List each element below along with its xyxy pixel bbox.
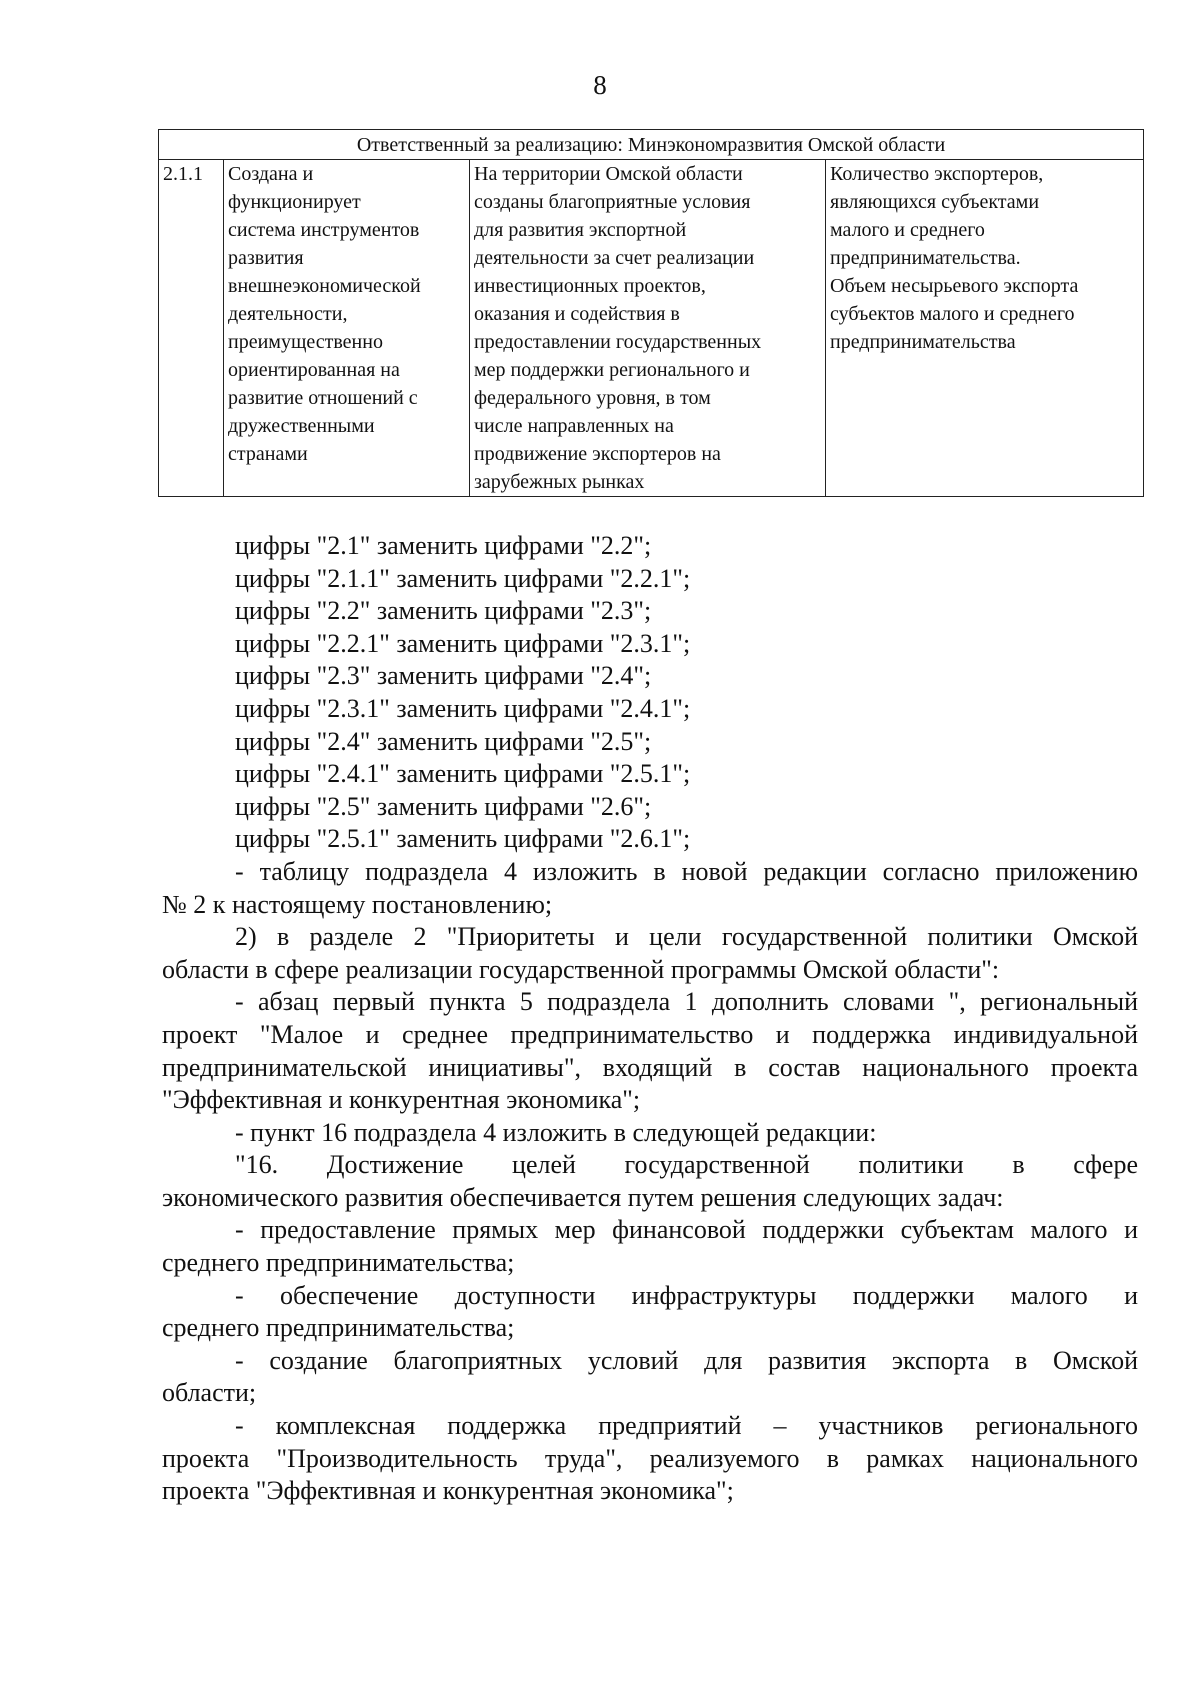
cell-line: предпринимательства xyxy=(830,331,1016,353)
text-line: области; xyxy=(162,1378,257,1408)
text-line: среднего предпринимательства; xyxy=(162,1313,515,1343)
cell-line: созданы благоприятные условия xyxy=(474,191,751,213)
cell-line: внешнеэкономической xyxy=(228,275,421,297)
text-line: "Эффективная и конкурентная экономика"; xyxy=(162,1085,641,1115)
indicator-cell xyxy=(826,160,1144,497)
cell-line: зарубежных рынках xyxy=(474,471,645,493)
text-line: - комплексная поддержка предприятий – участников регионального xyxy=(235,1411,1138,1441)
text-line: - пункт 16 подраздела 4 изложить в следующей редакции: xyxy=(235,1117,877,1147)
cell-line: мер поддержки регионального и xyxy=(474,359,750,381)
cell-line: дружественными xyxy=(228,415,375,437)
cell-line: функционирует xyxy=(228,191,361,213)
cell-line: для развития экспортной xyxy=(474,219,687,241)
text-line: проект "Малое и среднее предпринимательство и поддержка индивидуальной xyxy=(162,1019,1138,1049)
text-line: "16. Достижение целей государственной политики в сфере xyxy=(235,1150,1138,1180)
text-line: - таблицу подраздела 4 изложить в новой редакции согласно приложению xyxy=(235,856,1138,886)
text-line: экономического развития обеспечивается путем решения следующих задач: xyxy=(162,1182,1004,1212)
table-header-row xyxy=(159,130,1144,160)
cell-line: предпринимательства. xyxy=(830,247,1021,269)
text-line: цифры "2.2.1" заменить цифрами "2.3.1"; xyxy=(235,628,691,658)
text-line: - обеспечение доступности инфраструктуры поддержки малого и xyxy=(235,1280,1138,1310)
cell-line: деятельности за счет реализации xyxy=(474,247,755,269)
cell-line: развитие отношений с xyxy=(228,387,418,409)
cell-line: деятельности, xyxy=(228,303,348,325)
cell-line: числе направленных на xyxy=(474,415,674,437)
text-line: цифры "2.4" заменить цифрами "2.5"; xyxy=(235,726,652,756)
text-line: цифры "2.2" заменить цифрами "2.3"; xyxy=(235,596,652,626)
responsible-header: Ответственный за реализацию: Минэкономразвития Омской области xyxy=(159,130,1144,160)
text-line: цифры "2.5.1" заменить цифрами "2.6.1"; xyxy=(235,824,691,854)
description-cell xyxy=(470,160,826,497)
cell-line: субъектов малого и среднего xyxy=(830,303,1075,325)
cell-line: федерального уровня, в том xyxy=(474,387,711,409)
cell-line: малого и среднего xyxy=(830,219,985,241)
cell-line: инвестиционных проектов, xyxy=(474,275,706,297)
text-line: области в сфере реализации государственной программы Омской области": xyxy=(162,954,1000,984)
cell-line: продвижение экспортеров на xyxy=(474,443,721,465)
text-line: цифры "2.3.1" заменить цифрами "2.4.1"; xyxy=(235,693,691,723)
body-text xyxy=(162,530,1138,1508)
text-line: проекта "Эффективная и конкурентная экономика"; xyxy=(162,1476,734,1506)
cell-line: Создана и xyxy=(228,163,314,185)
cell-line: преимущественно xyxy=(228,331,383,353)
program-table xyxy=(158,129,1144,497)
cell-line: Количество экспортеров, xyxy=(830,163,1044,185)
text-line: цифры "2.4.1" заменить цифрами "2.5.1"; xyxy=(235,759,691,789)
cell-line: странами xyxy=(228,443,308,465)
cell-line: Объем несырьевого экспорта xyxy=(830,275,1079,297)
cell-line: система инструментов xyxy=(228,219,420,241)
cell-line: На территории Омской области xyxy=(474,163,743,185)
text-line: цифры "2.5" заменить цифрами "2.6"; xyxy=(235,791,652,821)
text-line: - абзац первый пункта 5 подраздела 1 дополнить словами ", региональный xyxy=(235,987,1138,1017)
text-line: цифры "2.1.1" заменить цифрами "2.2.1"; xyxy=(235,563,691,593)
text-line: - создание благоприятных условий для развития экспорта в Омской xyxy=(235,1345,1138,1375)
task-cell xyxy=(224,160,470,497)
cell-line: развития xyxy=(228,247,304,269)
text-line: № 2 к настоящему постановлению; xyxy=(162,889,553,919)
text-line: цифры "2.1" заменить цифрами "2.2"; xyxy=(235,531,652,560)
cell-line: являющихся субъектами xyxy=(830,191,1040,213)
page-number: 8 xyxy=(593,70,607,100)
text-line: проекта "Производительность труда", реализуемого в рамках национального xyxy=(162,1443,1138,1473)
row-number-cell: 2.1.1 xyxy=(159,160,224,497)
table-row xyxy=(159,160,1144,497)
text-line: среднего предпринимательства; xyxy=(162,1248,515,1278)
cell-line: ориентированная на xyxy=(228,359,400,381)
text-line: - предоставление прямых мер финансовой поддержки субъектам малого и xyxy=(235,1215,1138,1245)
text-line: 2) в разделе 2 "Приоритеты и цели государственной политики Омской xyxy=(235,922,1138,952)
text-line: цифры "2.3" заменить цифрами "2.4"; xyxy=(235,661,652,691)
cell-line: оказания и содействия в xyxy=(474,303,680,325)
cell-line: предоставлении государственных xyxy=(474,331,762,353)
text-line: предпринимательской инициативы", входящий в состав национального проекта xyxy=(162,1052,1138,1082)
